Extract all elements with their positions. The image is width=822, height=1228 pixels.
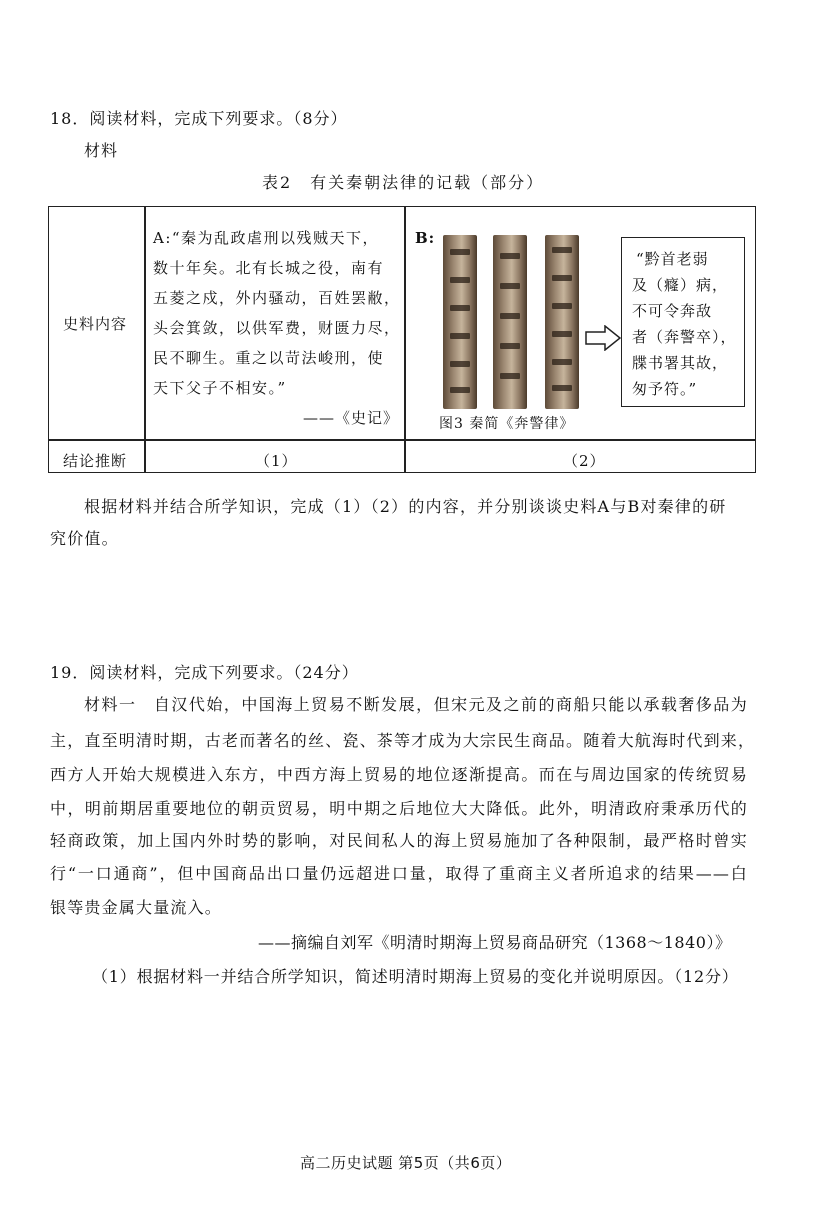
transcription-line: 者（奔警卒），: [632, 328, 737, 346]
material-label: 材料: [84, 141, 119, 160]
question-19-title: 19．阅读材料，完成下列要求。（24分）: [50, 663, 359, 682]
table-caption: 表2 有关秦朝法律的记载（部分）: [262, 173, 545, 192]
source-a-line: 五菱之戍，外内骚动，百姓罢敝，: [153, 289, 401, 307]
bamboo-slip-image: [545, 235, 579, 409]
row-header-content: 史料内容: [63, 315, 128, 333]
material-one-line: 轻商政策，加上国内外时势的影响，对民间私人的海上贸易施加了各种限制，最严格时曾实: [50, 831, 748, 850]
source-a-line: 民不聊生。重之以苛法峻刑，使: [153, 349, 385, 367]
sub-question-1: （1）根据材料一并结合所学知识，简述明清时期海上贸易的变化并说明原因。（12分）: [92, 967, 739, 986]
source-a-line: 天下父子不相安。”: [153, 379, 287, 397]
bamboo-slip-image: [443, 235, 477, 409]
material-one-line: 材料一 自汉代始，中国海上贸易不断发展，但宋元及之前的商船只能以承载奢侈品为: [84, 695, 748, 714]
material-one-source: ——摘编自刘军《明清时期海上贸易商品研究（1368～1840）》: [258, 933, 732, 952]
source-a-citation: ——《史记》: [303, 409, 400, 427]
row-header-conclusion: 结论推断: [63, 452, 128, 470]
source-b-label: B:: [415, 229, 436, 247]
material-one-line: 行“一口通商”，但中国商品出口量仍远超进口量，取得了重商主义者所追求的结果——白: [50, 864, 748, 883]
transcription-line: 及（癃）病，: [632, 276, 729, 294]
question-18-title: 18．阅读材料，完成下列要求。（8分）: [50, 109, 348, 128]
material-one-line: 西方人开始大规模进入东方，中西方海上贸易的地位逐渐提高。而在与周边国家的传统贸易: [50, 765, 748, 784]
transcription-line: 匆予符。”: [632, 380, 698, 398]
transcription-line: 不可令奔敌: [632, 302, 713, 320]
source-a-line: 头会箕敛，以供军费，财匮力尽，: [153, 319, 401, 337]
instruction-line: 根据材料并结合所学知识，完成（1）（2）的内容，并分别谈谈史料A与B对秦律的研: [84, 497, 727, 516]
instruction-line: 究价值。: [50, 529, 119, 548]
source-a-line: 数十年矣。北有长城之役，南有: [153, 259, 385, 277]
slip-transcription-box: [621, 237, 745, 407]
material-one-line: 银等贵金属大量流入。: [50, 898, 223, 917]
source-a-line: A:“秦为乱政虐刑以残贼天下，: [153, 229, 380, 247]
material-one-line: 主，直至明清时期，古老而著名的丝、瓷、茶等才成为大宗民生商品。随着大航海时代到来，: [50, 731, 756, 750]
page-footer: 高二历史试题 第5页（共6页）: [300, 1154, 512, 1172]
transcription-line: “黔首老弱: [636, 250, 709, 268]
figure-caption: 图3 秦简《奔警律》: [439, 416, 575, 432]
answer-blank-1: （1）: [255, 452, 298, 470]
bamboo-slip-image: [493, 235, 527, 409]
qin-law-table: [48, 206, 756, 473]
transcription-line: 牒书署其故，: [632, 354, 729, 372]
right-arrow-icon: [585, 325, 621, 351]
answer-blank-2: （2）: [563, 452, 606, 470]
material-one-line: 中，明前期居重要地位的朝贡贸易，明中期之后地位大大降低。此外，明清政府秉承历代的: [50, 799, 748, 818]
